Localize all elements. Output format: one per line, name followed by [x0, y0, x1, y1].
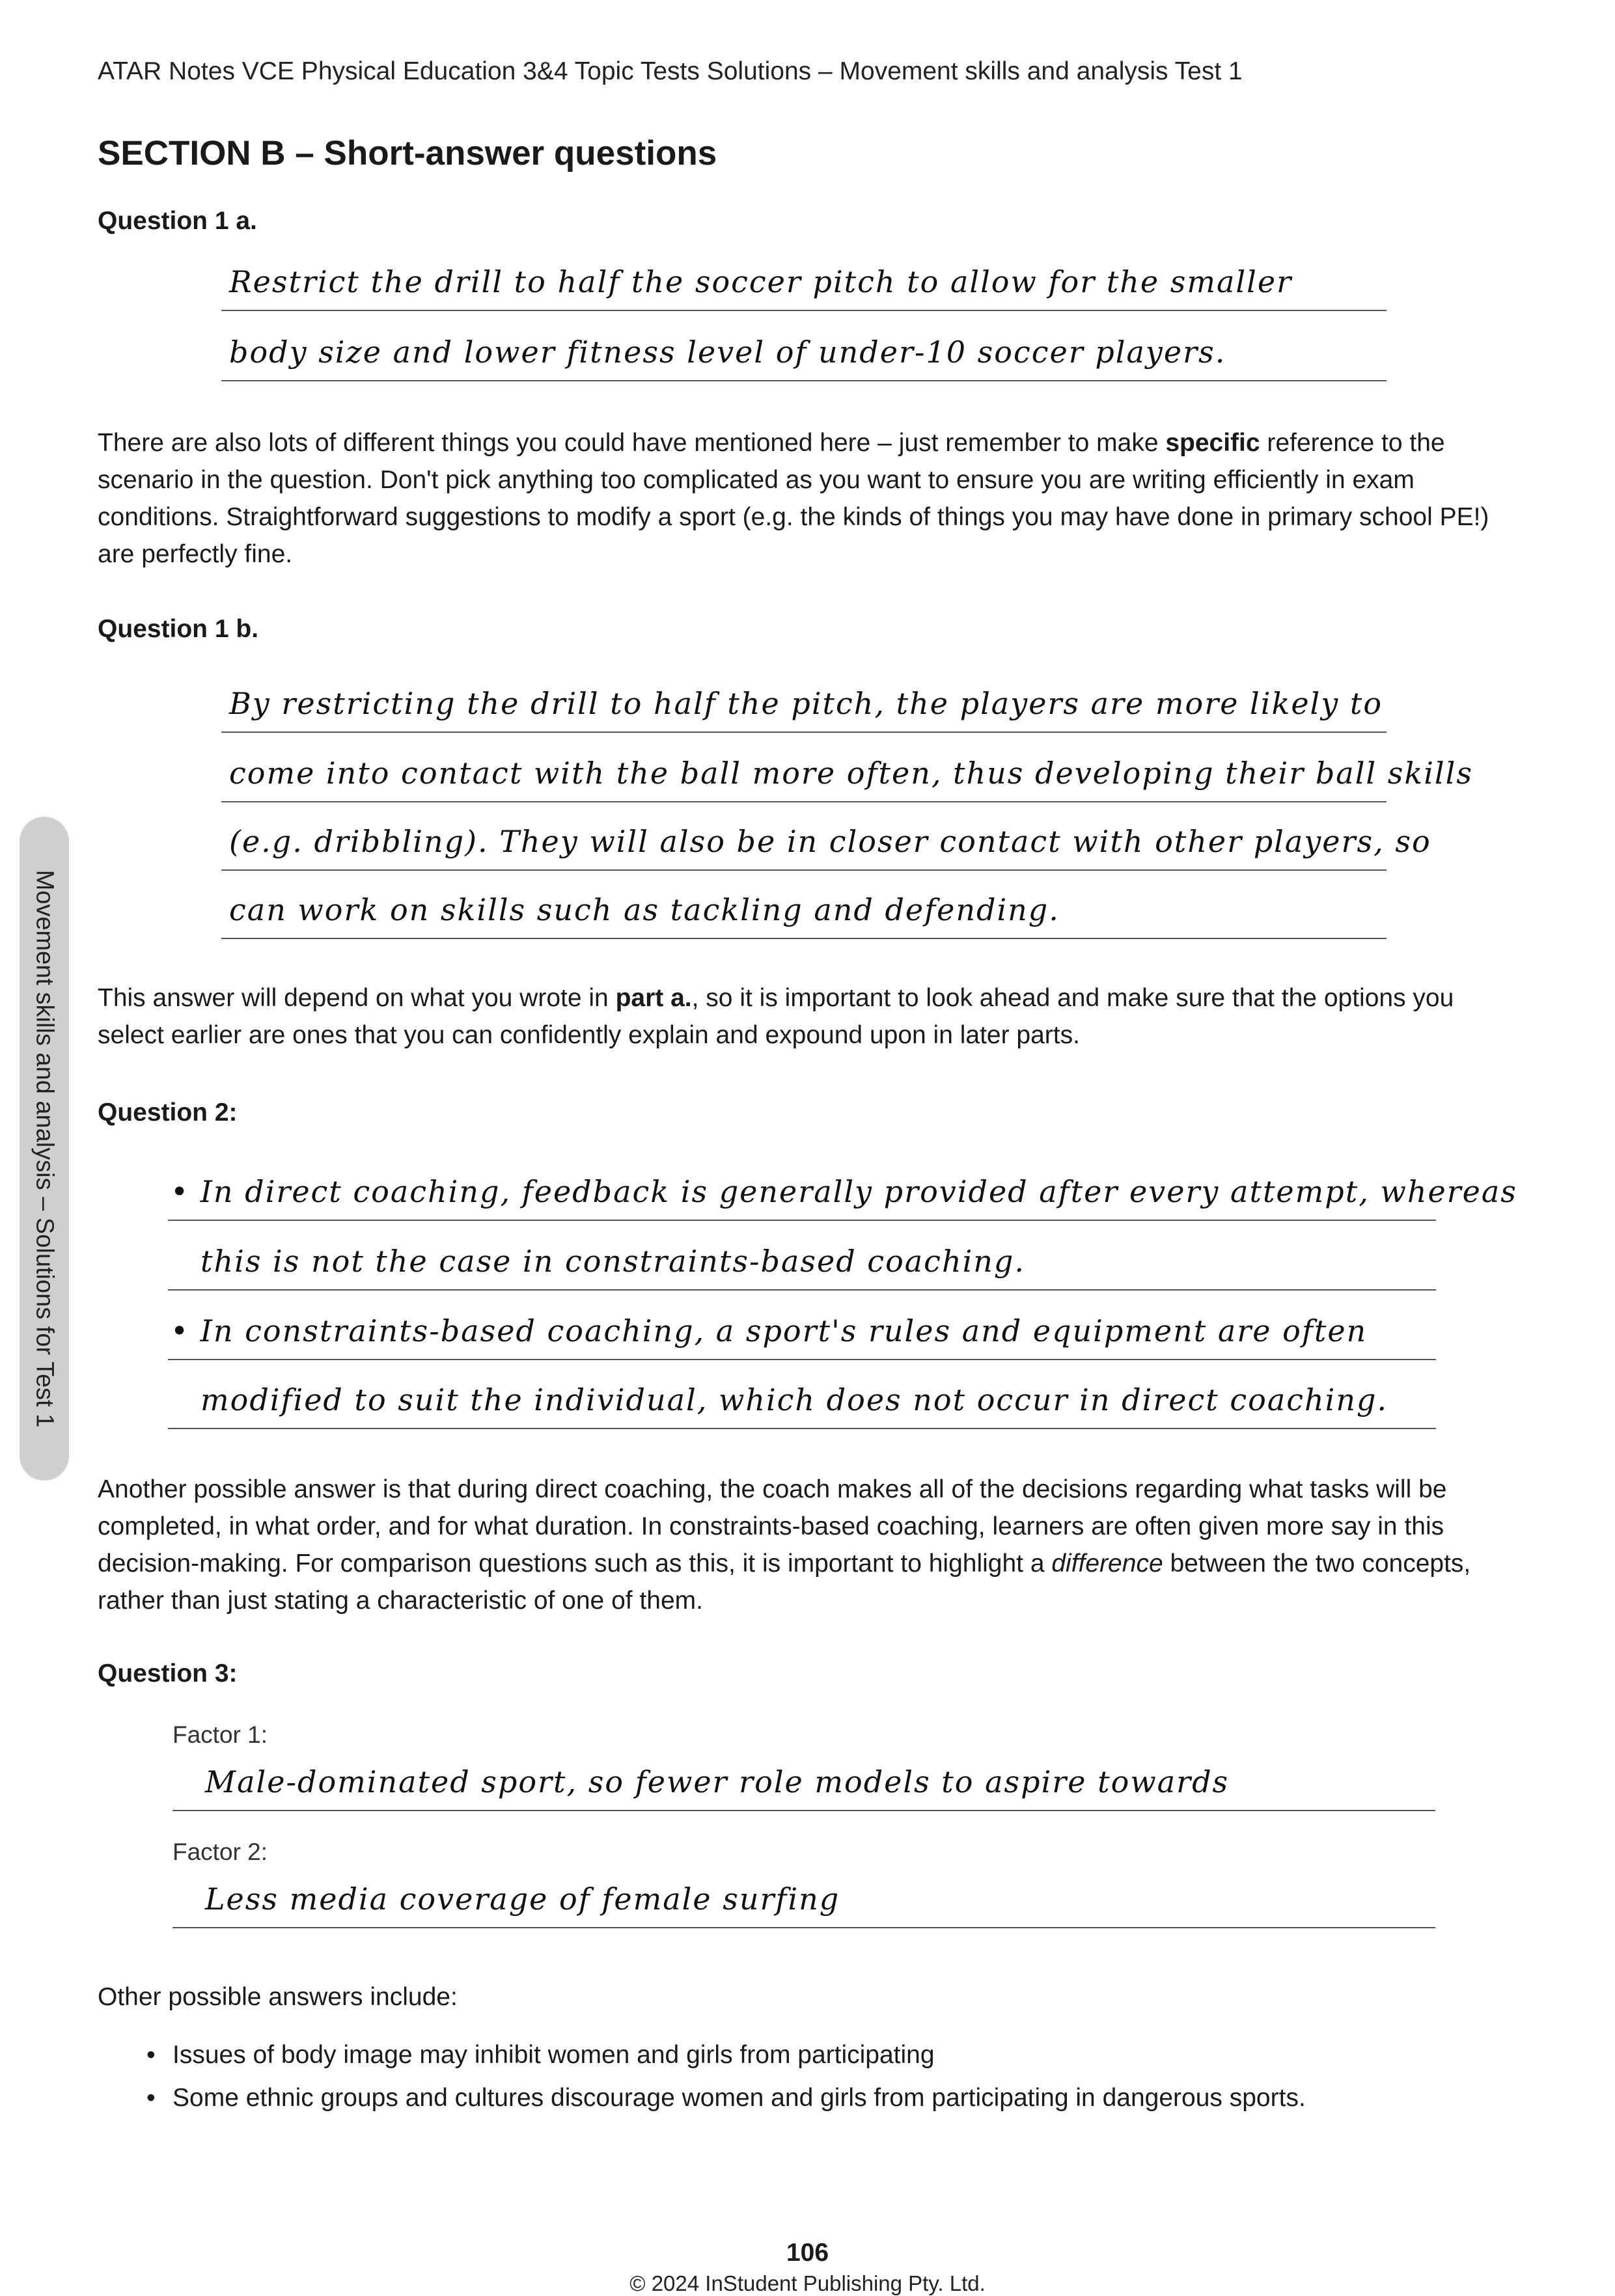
factor-1-label: Factor 1:	[173, 1721, 268, 1748]
question-1b-label: Question 1 b.	[98, 615, 259, 643]
copyright: © 2024 InStudent Publishing Pty. Ltd.	[629, 2271, 986, 2295]
q1a-note-bold: specific	[1165, 429, 1260, 457]
q2-explanation	[98, 1471, 1517, 1619]
factor-2-answer: Less media coverage of female surfing	[173, 1884, 1435, 1928]
q1b-note-end: , so it is important to look ahead and make sure that the options you select earlier are ones that you can confidently explain and expound upon in later parts.	[98, 984, 1454, 1049]
q2-note-italic: difference	[1051, 1550, 1163, 1578]
q2-answer-line-1: • In direct coaching, feedback is generally provided after every attempt, whereas	[168, 1177, 1436, 1221]
question-2-label: Question 2:	[98, 1099, 238, 1127]
q2-answer-line-3: • In constraints-based coaching, a sport's rules and equipment are often	[168, 1316, 1436, 1360]
q1b-note-bold: part a.	[615, 984, 692, 1012]
q1b-answer-line-1: By restricting the drill to half the pitch, the players are more likely to	[221, 689, 1387, 733]
question-3-label: Question 3:	[98, 1660, 238, 1688]
q2-answer-line-2: this is not the case in constraints-based coaching.	[168, 1246, 1436, 1291]
list-item: • Some ethnic groups and cultures discourage women and girls from participating in dangerous sports.	[146, 2077, 1306, 2120]
section-title: SECTION B – Short-answer questions	[98, 134, 717, 172]
q1a-explanation	[98, 424, 1517, 573]
other-answers-intro: Other possible answers include:	[98, 1983, 458, 2011]
other-answers-list	[146, 2034, 1306, 2120]
q2-note-end: between the two concepts, rather than just stating a characteristic of one of them.	[98, 1550, 1471, 1615]
q2-note-start: Another possible answer is that during direct coaching, the coach makes all of the decisions regarding what tasks will be completed, in what order, and for what duration. In constraints-based coaching, learners are often given more say in this decision-making. For comparison questions such as this, it is important to highlight a	[98, 1475, 1447, 1578]
page-number: 106	[786, 2239, 829, 2267]
q2-answer-line-4: modified to suit the individual, which does not occur in direct coaching.	[168, 1385, 1436, 1429]
q1b-answer-line-3: (e.g. dribbling). They will also be in closer contact with other players, so	[221, 827, 1387, 871]
list-item: • Issues of body image may inhibit women and girls from participating	[146, 2034, 1306, 2077]
q1b-note-start: This answer will depend on what you wrote in	[98, 984, 616, 1012]
factor-1-answer: Male-dominated sport, so fewer role models to aspire towards	[173, 1767, 1435, 1811]
q1b-explanation	[98, 979, 1517, 1054]
q1a-answer-line-1: Restrict the drill to half the soccer pitch to allow for the smaller	[221, 267, 1387, 311]
side-tab-label: Movement skills and analysis – Solutions for Test 1	[31, 869, 59, 1428]
q1a-note-start: There are also lots of different things you could have mentioned here – just remember to make	[98, 429, 1166, 457]
running-header: ATAR Notes VCE Physical Education 3&4 Topic Tests Solutions – Movement skills and analysis Test 1	[98, 57, 1243, 85]
q1b-answer-line-4: can work on skills such as tackling and defending.	[221, 895, 1387, 939]
question-1a-label: Question 1 a.	[98, 207, 257, 235]
q1a-answer-line-2: body size and lower fitness level of under-10 soccer players.	[221, 337, 1387, 381]
q1b-answer-line-2: come into contact with the ball more often, thus developing their ball skills	[221, 758, 1387, 802]
q1a-note-end: reference to the scenario in the question. Don't pick anything too complicated as you want to ensure you are writing efficiently in exam conditions. Straightforward suggestions to modify a sport (e.g. the kinds of things you may have done in primary school PE!) are perfectly fine.	[98, 429, 1489, 568]
side-tab	[20, 817, 69, 1481]
factor-2-label: Factor 2:	[173, 1838, 268, 1865]
